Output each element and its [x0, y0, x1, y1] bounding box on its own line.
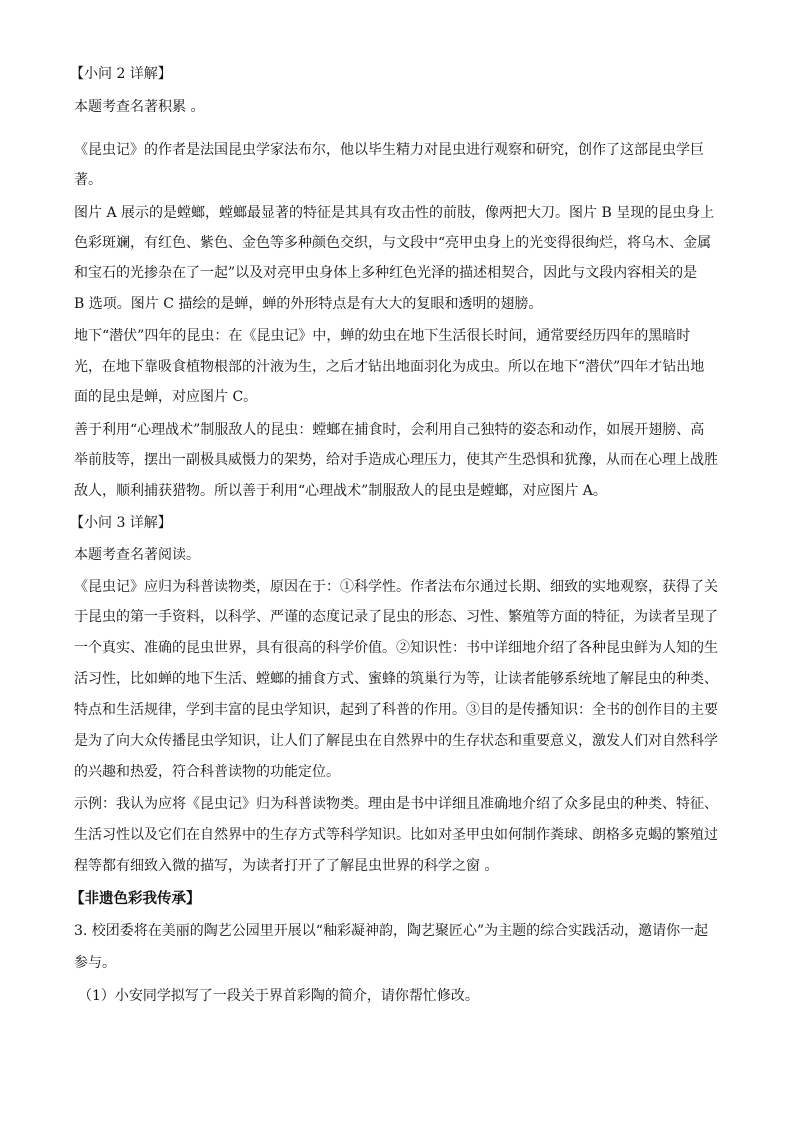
- paragraph-line: 著。: [74, 172, 102, 188]
- paragraph-line: 本题考查名著积累 。: [74, 99, 205, 115]
- paragraph-line: 示例：我认为应将《昆虫记》归为科普读物类。理由是书中详细且准确地介绍了众多昆虫的种类、特征、: [74, 796, 718, 812]
- section-heading-q2: 【小问 2 详解】: [70, 66, 172, 82]
- paragraph-line: 的兴趣和热爱，符合科普读物的功能定位。: [74, 764, 340, 780]
- paragraph-line: B 选项。图片 C 描绘的是蝉，蝉的外形特点是有大大的复眼和透明的翅膀。: [74, 296, 543, 312]
- paragraph-line: 特点和生活规律，学到丰富的昆虫学知识，起到了科普的作用。③目的是传播知识：全书的创作目的主要: [74, 702, 718, 718]
- question-line: 参与。: [74, 955, 116, 971]
- paragraph-line: 图片 A 展示的是螳螂，螳螂最显著的特征是其具有攻击性的前肢，像两把大刀。图片 B 呈现的昆虫身上: [74, 205, 715, 221]
- paragraph-line: 生活习性以及它们在自然界中的生存方式等科学知识。比如对圣甲虫如何制作粪球、朗格多克蝎的繁殖过: [74, 827, 718, 843]
- paragraph-line: 地下“潜伏”四年的昆虫：在《昆虫记》中，蝉的幼虫在地下生活很长时间，通常要经历四年的黑暗时: [74, 328, 691, 344]
- paragraph-line: 本题考查名著阅读。: [74, 547, 200, 563]
- paragraph-line: 敌人，顺利捕获猎物。所以善于利用“心理战术”制服敌人的昆虫是螳螂，对应图片 A。: [74, 483, 607, 499]
- paragraph-line: 和宝石的光掺杂在了一起”以及对亮甲虫身体上多种红色光泽的描述相契合，因此与文段内容相关的是: [74, 265, 698, 281]
- paragraph-line: 举前肢等，摆出一副极具威慑力的架势，给对手造成心理压力，使其产生恐惧和犹豫，从而在心理上战胜: [74, 452, 718, 468]
- paragraph-line: 《昆虫记》应归为科普读物类，原因在于：①科学性。作者法布尔通过长期、细致的实地观察，获得了关: [74, 579, 718, 595]
- paragraph-line: 一个真实、准确的昆虫世界，具有很高的科学价值。②知识性：书中详细地介绍了各种昆虫鲜为人知的生: [74, 640, 718, 656]
- paragraph-line: 活习性，比如蝉的地下生活、螳螂的捕食方式、蜜蜂的筑巢行为等，让读者能够系统地了解昆虫的种类、: [74, 671, 718, 687]
- sub-question-line: （1）小安同学拟写了一段关于界首彩陶的简介，请你帮忙修改。: [78, 988, 479, 1004]
- section-heading-heritage: 【非遗色彩我传承】: [70, 891, 201, 907]
- question-line: 3. 校团委将在美丽的陶艺公园里开展以“釉彩凝神韵，陶艺聚匠心”为主题的综合实践活动，邀请你一起: [74, 923, 709, 939]
- paragraph-line: 程等都有细致入微的描写，为读者打开了了解昆虫世界的科学之窗 。: [74, 858, 499, 874]
- paragraph-line: 是为了向大众传播昆虫学知识，让人们了解昆虫在自然界中的生存状态和重要意义，激发人们对自然科学: [74, 733, 718, 749]
- paragraph-line: 面的昆虫是蝉，对应图片 C。: [74, 389, 258, 405]
- paragraph-line: 于昆虫的第一手资料，以科学、严谨的态度记录了昆虫的形态、习性、繁殖等方面的特征，为读者呈现了: [74, 609, 718, 625]
- paragraph-line: 善于利用“心理战术”制服敌人的昆虫：螳螂在捕食时，会利用自己独特的姿态和动作，如展开翅膀、高: [74, 422, 705, 438]
- paragraph-line: 《昆虫记》的作者是法国昆虫学家法布尔，他以毕生精力对昆虫进行观察和研究，创作了这部昆虫学巨: [74, 142, 704, 158]
- paragraph-line: 光，在地下靠吸食植物根部的汁液为生，之后才钻出地面羽化为成虫。所以在地下“潜伏”四年才钻出地: [74, 359, 705, 375]
- section-heading-q3: 【小问 3 详解】: [70, 515, 172, 531]
- paragraph-line: 色彩斑斓，有红色、紫色、金色等多种颜色交织，与文段中“亮甲虫身上的光变得很绚烂，将乌木、金属: [74, 235, 712, 251]
